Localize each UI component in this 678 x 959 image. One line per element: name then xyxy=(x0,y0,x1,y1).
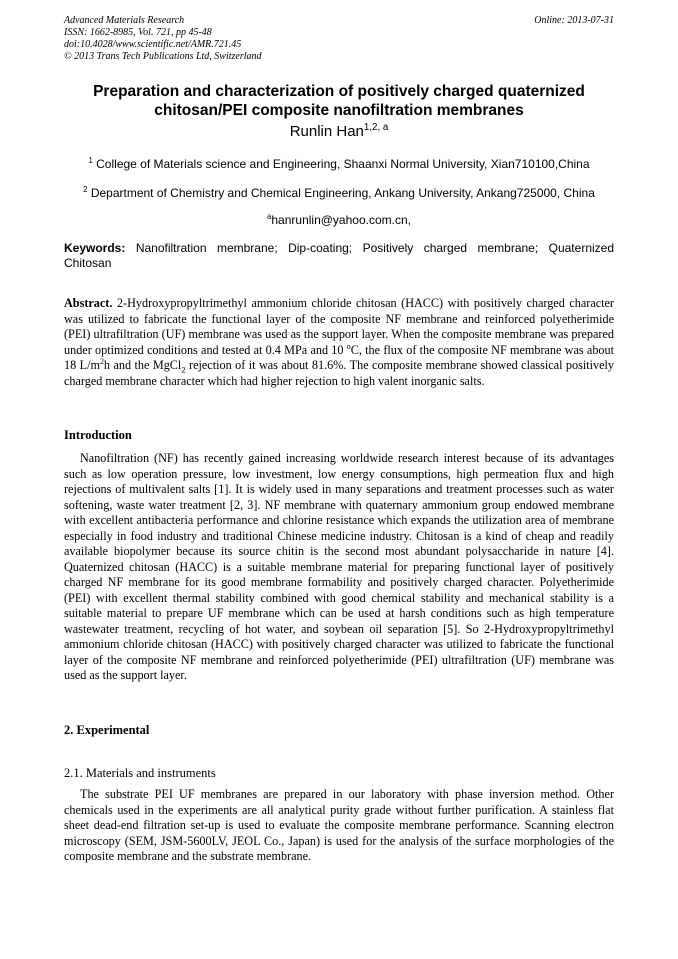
abstract-text-4: rejection of it was about 81.6%. The composite membrane showed classical positively charged membrane character which had higher rejection to high valent inorganic salts. xyxy=(64,358,614,388)
doi-line: doi:10.4028/www.scientific.net/AMR.721.45 xyxy=(64,39,242,50)
materials-paragraph: The substrate PEI UF membranes are prepared in our laboratory with phase inversion method. Other chemicals used in the experiments are all analytical purity grade without further purification. A stainless flat sheet dead-end filtration set-up is used to evaluate the composite membrane performance. Scanning electron microscopy (SEM, JSM-5600LV, JEOL Co., Japan) is used for the analysis of the surface morphologies of the composite membrane and the substrate membrane. xyxy=(64,787,614,863)
author-name: Runlin Han xyxy=(289,123,364,140)
introduction-heading: Introduction xyxy=(64,428,132,442)
email-mark: a xyxy=(267,212,272,221)
affiliation-1-mark: 1 xyxy=(88,156,93,165)
author-line xyxy=(64,123,614,141)
abstract-text-3: h and the MgCl xyxy=(103,358,182,372)
copyright-line: © 2013 Trans Tech Publications Ltd, Switzerland xyxy=(64,51,262,62)
affiliation-1-text: College of Materials science and Engineering, Shaanxi Normal University, Xian710100,China xyxy=(96,157,590,171)
affiliation-2-text: Department of Chemistry and Chemical Engineering, Ankang University, Ankang725000, China xyxy=(90,186,595,200)
paper-title xyxy=(64,82,614,120)
affiliation-1 xyxy=(64,157,614,172)
abstract-text-1: 2-Hydroxypropyltrimethyl ammonium chloride chitosan (HACC) with positively charged character was utilized to fabricate the functional layer of the composite NF membrane and reinforced polyetherimide (PEI) ultrafiltration (UF) membrane was used as the support layer. When the composite membrane was prepared under optimized conditions and tested at 0.4 MPa and 10 xyxy=(64,296,614,357)
m2-sup: 2 xyxy=(99,356,104,366)
online-date: Online: 2013-07-31 xyxy=(534,15,614,26)
journal-header xyxy=(64,15,262,63)
keywords-label: Keywords: xyxy=(64,241,126,255)
email-address[interactable]: hanrunlin@yahoo.com.cn, xyxy=(271,213,411,227)
journal-name: Advanced Materials Research xyxy=(64,15,185,26)
abstract-text-2: C, the flux of the composite NF membrane was about 18 L/m xyxy=(64,342,614,372)
issn-line: ISSN: 1662-8985, Vol. 721, pp 45-48 xyxy=(64,27,212,38)
author-affil-marks: 1,2, a xyxy=(363,122,389,133)
materials-subheading: 2.1. Materials and instruments xyxy=(64,766,216,780)
author-email xyxy=(64,213,614,228)
abstract-paragraph xyxy=(64,296,614,389)
title-line-1: Preparation and characterization of positively charged quaternized xyxy=(93,83,585,100)
abstract-label: Abstract. xyxy=(64,296,113,310)
affiliation-2 xyxy=(64,186,614,201)
cl2-sub: 2 xyxy=(181,364,186,375)
title-line-2: chitosan/PEI composite nanofiltration membranes xyxy=(154,102,524,119)
experimental-heading: 2. Experimental xyxy=(64,723,150,737)
keywords-text: Nanofiltration membrane; Dip-coating; Positively charged membrane; Quaternized Chitosan xyxy=(64,241,615,270)
degree-sup: o xyxy=(346,341,351,351)
keywords-block xyxy=(64,241,614,271)
affiliation-2-mark: 2 xyxy=(83,185,88,194)
introduction-paragraph: Nanofiltration (NF) has recently gained increasing worldwide research interest because of its advantages such as low operation pressure, low investment, low energy consumptions, high permeation flux and high rejections of multivalent salts [1]. It is widely used in many separations and treatment processes such as water softening, waste water treatment [2, 3]. NF membrane with quaternary ammonium group endowed membrane with excellent antibacteria performance and chlorine resistance which expands the utilization area of membrane especially in food industry and traditional Chinese medicine industry. Chitosan is a kind of cheap and readily available biopolymer because its source chitin is the second most abundant polysaccharide in nature [4]. Quaternized chitosan (HACC) is a suitable membrane material for preparing functional layer of positively charged NF membrane for its good membrane formability and positively charged character. Polyetherimide (PEI) with excellent thermal stability combined with good chemical stability and mechanical stability is a suitable material to prepare UF membrane which can be used at harsh conditions such as high temperature wastewater treatment, recycling of hot water, and soybean oil separation [5]. So 2-Hydroxypropyltrimethyl ammonium chloride chitosan (HACC) with positively charged character was utilized to fabricate the functional layer of the composite NF membrane and reinforced polyetherimide (PEI) ultrafiltration (UF) membrane was used as the support layer. xyxy=(64,451,614,682)
